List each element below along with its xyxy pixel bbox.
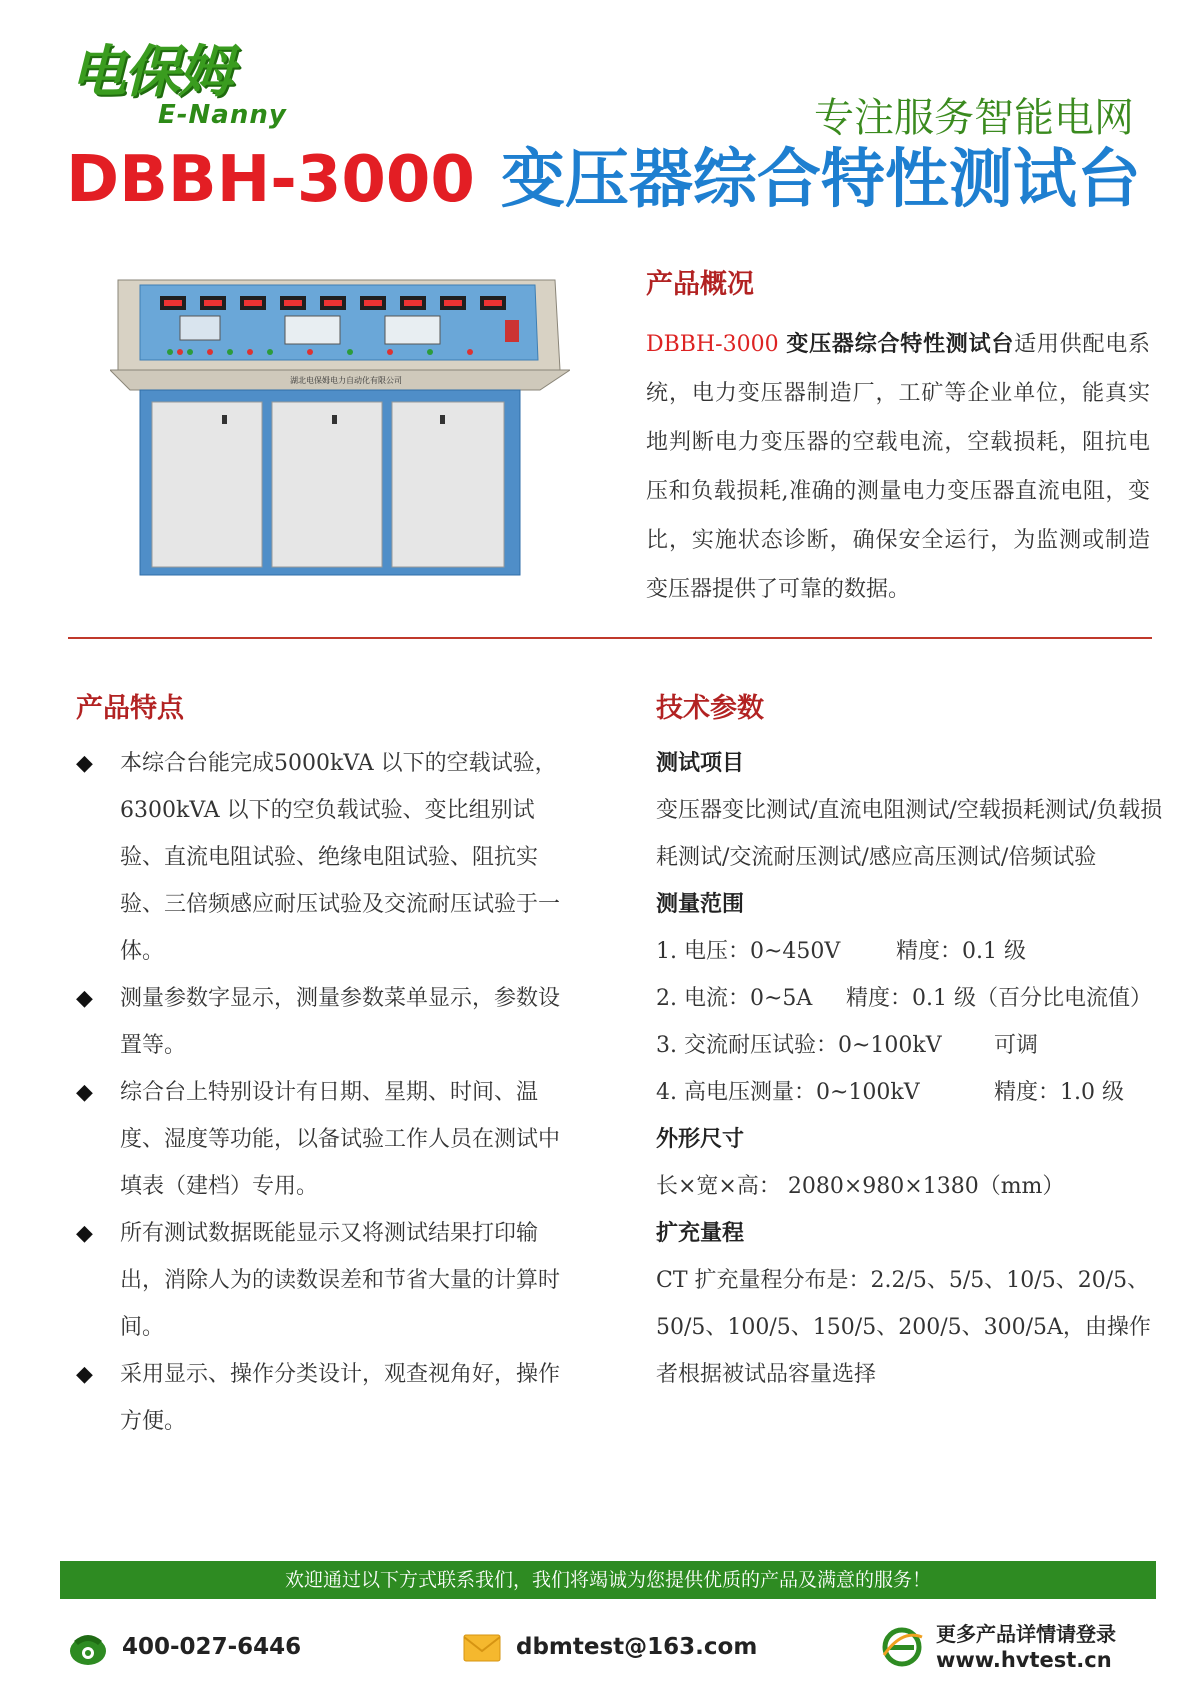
phone-number[interactable]: 400-027-6446 xyxy=(122,1634,302,1660)
panel-label: 湖北电保姆电力自动化有限公司 xyxy=(290,376,402,385)
test-bench-illustration xyxy=(110,270,570,580)
range-spec: 精度：0.1 级 xyxy=(896,939,1026,964)
size-text: 长×宽×高： 2080×980×1380（mm） xyxy=(656,1174,1065,1199)
diamond-bullet-icon: ◆ xyxy=(76,1080,93,1105)
feature-item xyxy=(76,1069,576,1210)
slogan: 专注服务智能电网 xyxy=(814,95,1134,141)
contact-phone xyxy=(66,1622,301,1672)
overview-model: DBBH-3000 xyxy=(646,332,779,357)
range-spec: 可调 xyxy=(994,1033,1039,1058)
overview-description: 适用供配电系统，电力变压器制造厂，工矿等企业单位，能真实地判断电力变压器的空载电流，空载损耗，阻抗电压和负载损耗,准确的测量电力变压器直流电阻，变比，实施状态诊断，确保安全运行，为监测或制造变压器提供了可靠的数据。 xyxy=(646,332,1150,602)
footer-banner: 欢迎通过以下方式联系我们，我们将竭诚为您提供优质的产品及满意的服务！ xyxy=(60,1561,1156,1599)
browser-e-icon xyxy=(880,1625,924,1669)
contact-website xyxy=(880,1622,1116,1672)
diamond-bullet-icon: ◆ xyxy=(76,1362,93,1387)
feature-text: 测量参数字显示，测量参数菜单显示，参数设置等。 xyxy=(120,986,561,1058)
diamond-bullet-icon: ◆ xyxy=(76,986,93,1011)
range-title: 测量范围 xyxy=(656,892,745,917)
diamond-bullet-icon: ◆ xyxy=(76,1221,93,1246)
title-model: DBBH-3000 xyxy=(66,143,475,217)
page-title xyxy=(66,140,1141,236)
phone-icon xyxy=(66,1625,110,1669)
range-spec: 精度：1.0 级 xyxy=(994,1080,1124,1105)
envelope-icon xyxy=(460,1625,504,1669)
range-row xyxy=(656,1069,1166,1116)
product-image xyxy=(110,270,570,580)
size-title: 外形尺寸 xyxy=(656,1127,745,1152)
website-prompt: 更多产品详情请登录 xyxy=(936,1622,1116,1646)
range-label: 2. 电流：0~5A xyxy=(656,986,813,1011)
range-row xyxy=(656,928,1166,975)
feature-item xyxy=(76,740,576,975)
email-address[interactable]: dbmtest@163.com xyxy=(516,1634,758,1660)
overview-heading: 产品概况 xyxy=(646,269,754,300)
feature-item xyxy=(76,1351,576,1445)
test-items-title: 测试项目 xyxy=(656,751,745,776)
range-row xyxy=(656,975,1166,1022)
tech-heading: 技术参数 xyxy=(656,693,764,724)
feature-item xyxy=(76,1210,576,1351)
feature-text: 本综合台能完成5000kVA 以下的空载试验，6300kVA 以下的空负载试验、变比组别试验、直流电阻试验、绝缘电阻试验、阻抗实验、三倍频感应耐压试验及交流耐压试验于一体。 xyxy=(120,751,561,964)
overview-product-name: 变压器综合特性测试台 xyxy=(786,331,1015,357)
features-list xyxy=(76,740,576,1445)
overview-text xyxy=(646,320,1150,614)
feature-text: 综合台上特别设计有日期、星期、时间、温度、湿度等功能，以备试验工作人员在测试中填表（建档）专用。 xyxy=(120,1080,561,1199)
logo-mark: 电保姆 xyxy=(70,40,232,105)
range-row xyxy=(656,1022,1166,1069)
features-heading: 产品特点 xyxy=(76,693,184,724)
contact-email xyxy=(460,1622,757,1672)
title-product-name: 变压器综合特性测试台 xyxy=(500,143,1141,217)
range-label: 3. 交流耐压试验：0~100kV xyxy=(656,1033,942,1058)
ct-text: CT 扩充量程分布是：2.2/5、5/5、10/5、20/5、50/5、100/5、150/5、200/5、300/5A，由操作者根据被试品容量选择 xyxy=(656,1268,1151,1387)
feature-text: 所有测试数据既能显示又将测试结果打印输出，消除人为的读数误差和节省大量的计算时间。 xyxy=(120,1221,561,1340)
feature-item xyxy=(76,975,576,1069)
website-url[interactable]: www.hvtest.cn xyxy=(936,1648,1112,1672)
ct-title: 扩充量程 xyxy=(656,1221,745,1246)
website-text xyxy=(936,1621,1116,1673)
section-divider xyxy=(68,637,1152,639)
test-items-text: 变压器变比测试/直流电阻测试/空载损耗测试/负载损耗测试/交流耐压测试/感应高压测试/倍频试验 xyxy=(656,798,1163,870)
brand-logo xyxy=(70,42,370,132)
logo-subtitle: E-Nanny xyxy=(158,100,287,130)
diamond-bullet-icon: ◆ xyxy=(76,751,93,776)
range-spec: 精度：0.1 级（百分比电流值） xyxy=(846,986,1152,1011)
feature-text: 采用显示、操作分类设计，观查视角好，操作方便。 xyxy=(120,1362,561,1434)
range-label: 1. 电压：0~450V xyxy=(656,939,841,964)
tech-specs xyxy=(656,740,1166,1398)
range-label: 4. 高电压测量：0~100kV xyxy=(656,1080,920,1105)
